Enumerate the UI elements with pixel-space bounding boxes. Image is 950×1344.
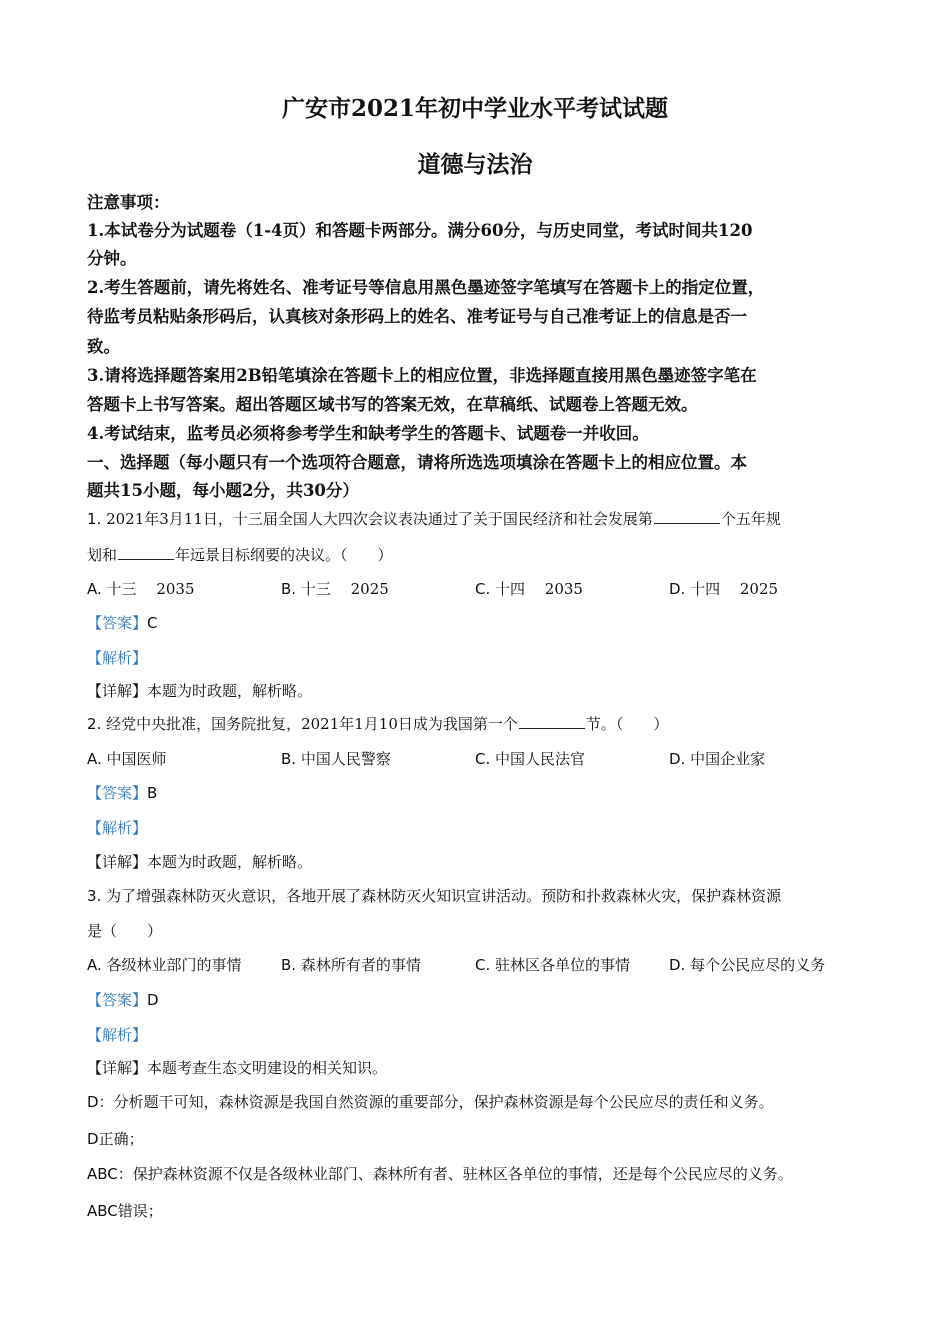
question-3-stem-line-1 bbox=[87, 885, 781, 906]
question-3-detail: 【详解】本题考查生态文明建设的相关知识。 bbox=[87, 1059, 388, 1077]
note-3-line-2: 答题卡上书写答案。超出答题区域书写的答案无效，在草稿纸、试题卷上答题无效。 bbox=[87, 395, 698, 414]
question-2-number: 2. bbox=[87, 715, 102, 733]
question-1-stem-text-3: 划和 bbox=[87, 546, 118, 564]
section-heading-line-2: 题共15小题，每小题2分，共30分） bbox=[87, 481, 359, 500]
question-3-analysis-label: 【解析】 bbox=[87, 1026, 148, 1044]
question-2-option-d: D. 中国企业家 bbox=[669, 750, 766, 768]
question-1-stem-text-2: 个五年规 bbox=[720, 510, 781, 528]
question-1-detail: 【详解】本题为时政题，解析略。 bbox=[87, 682, 313, 700]
exam-title: 广安市2021年初中学业水平考试试题 bbox=[281, 95, 668, 122]
question-3-option-c: C. 驻林区各单位的事情 bbox=[475, 956, 631, 974]
question-3-option-d: D. 每个公民应尽的义务 bbox=[669, 956, 826, 974]
note-4: 4.考试结束，监考员必须将参考学生和缺考学生的答题卡、试题卷一并收回。 bbox=[87, 424, 649, 443]
question-3-stem-line-2: 是（ ） bbox=[87, 922, 163, 940]
question-1-option-d: D. 十四 2025 bbox=[669, 580, 779, 598]
notes-heading: 注意事项： bbox=[87, 193, 170, 212]
question-1-stem-line-2 bbox=[87, 544, 393, 565]
question-3-number: 3. bbox=[87, 887, 102, 905]
question-3-option-b: B. 森林所有者的事情 bbox=[281, 956, 421, 974]
question-2-option-c: C. 中国人民法官 bbox=[475, 750, 586, 768]
question-3-answer: 【答案】D bbox=[87, 991, 159, 1009]
question-3-option-a: A. 各级林业部门的事情 bbox=[87, 956, 242, 974]
note-1-line-1: 1.本试卷分为试题卷（1-4页）和答题卡两部分。满分60分，与历史同堂，考试时间共120 bbox=[87, 221, 753, 240]
question-2-answer: 【答案】B bbox=[87, 784, 158, 802]
question-2-option-a: A. 中国医师 bbox=[87, 750, 167, 768]
question-2-detail: 【详解】本题为时政题，解析略。 bbox=[87, 853, 313, 871]
subject-title: 道德与法治 bbox=[417, 151, 533, 178]
question-2-stem-text-2: 节。（ ） bbox=[585, 715, 669, 733]
answer-blank bbox=[654, 509, 720, 524]
section-heading-line-1: 一、选择题（每小题只有一个选项符合题意，请将所选选项填涂在答题卡上的相应位置。本 bbox=[87, 453, 747, 472]
question-3-stem-text: 为了增强森林防灭火意识，各地开展了森林防灭火知识宣讲活动。预防和扑救森林火灾，保护森林资源 bbox=[101, 887, 782, 905]
question-1-answer: 【答案】C bbox=[87, 614, 158, 632]
note-3-line-1: 3.请将选择题答案用2B铅笔填涂在答题卡上的相应位置，非选择题直接用黑色墨迹签字笔在 bbox=[87, 366, 757, 385]
question-1-stem-text-4: 年远景目标纲要的决议。（ ） bbox=[175, 546, 393, 564]
note-2-line-1: 2.考生答题前，请先将姓名、准考证号等信息用黑色墨迹签字笔填写在答题卡上的指定位置， bbox=[87, 278, 765, 297]
question-1-stem-text: 2021年3月11日，十三届全国人大四次会议表决通过了关于国民经济和社会发展第 bbox=[101, 510, 653, 528]
question-1-number: 1. bbox=[87, 510, 102, 528]
question-1-option-c: C. 十四 2035 bbox=[475, 580, 583, 598]
question-1-option-b: B. 十三 2025 bbox=[281, 580, 389, 598]
note-2-line-3: 致。 bbox=[87, 337, 120, 356]
note-1-line-2: 分钟。 bbox=[87, 249, 137, 268]
question-3-explanation-d-result: D正确； bbox=[87, 1130, 144, 1148]
note-2-line-2: 待监考员粘贴条形码后，认真核对条形码上的姓名、准考证号与自己准考证上的信息是否一 bbox=[87, 307, 747, 326]
question-1-option-a: A. 十三 2035 bbox=[87, 580, 195, 598]
answer-blank bbox=[118, 545, 174, 560]
question-3-explanation-abc: ABC：保护森林资源不仅是各级林业部门、森林所有者、驻林区各单位的事情，还是每个公民应尽的义务。 bbox=[87, 1165, 793, 1183]
question-2-stem-text: 经党中央批准，国务院批复，2021年1月10日成为我国第一个 bbox=[101, 715, 518, 733]
question-1-stem-line-1 bbox=[87, 508, 781, 529]
question-2-stem bbox=[87, 713, 668, 734]
question-1-analysis-label: 【解析】 bbox=[87, 649, 148, 667]
question-2-analysis-label: 【解析】 bbox=[87, 819, 148, 837]
answer-blank bbox=[519, 714, 585, 729]
question-3-explanation-abc-result: ABC错误； bbox=[87, 1202, 163, 1220]
question-2-option-b: B. 中国人民警察 bbox=[281, 750, 391, 768]
question-3-explanation-d: D：分析题干可知，森林资源是我国自然资源的重要部分，保护森林资源是每个公民应尽的责任和义务。 bbox=[87, 1093, 774, 1111]
